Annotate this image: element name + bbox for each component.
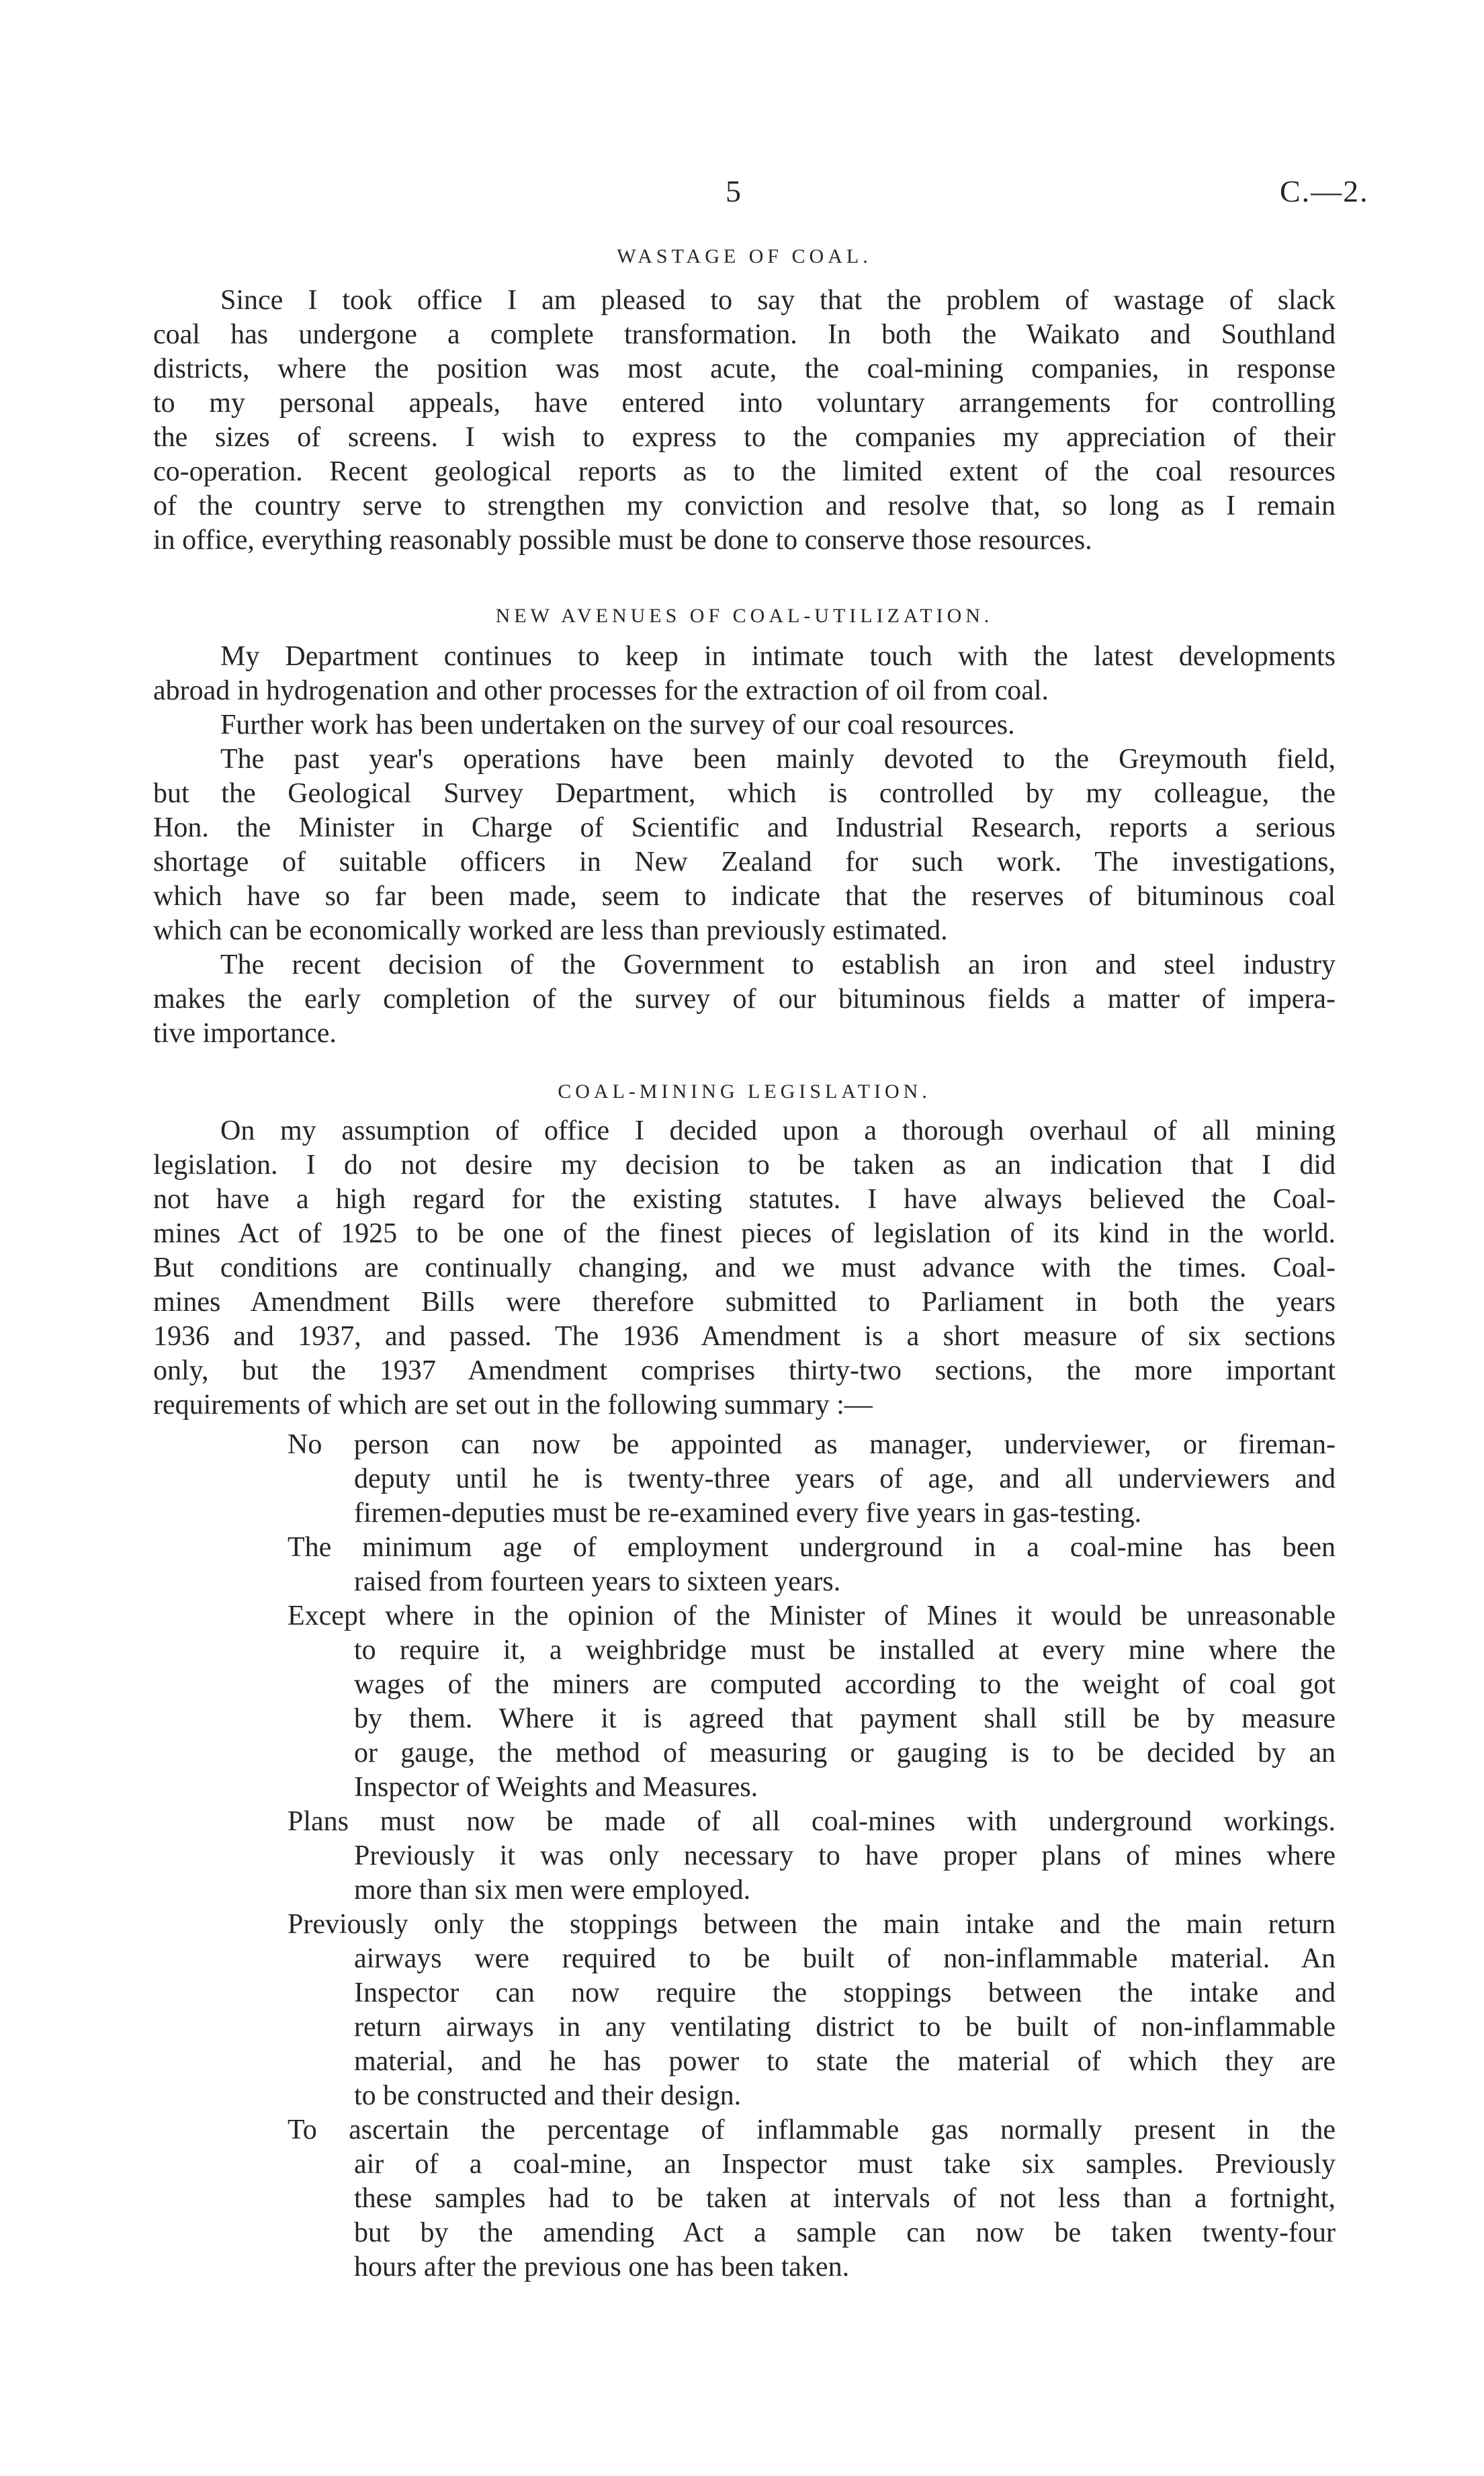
text-line: Previously only the stoppings between the main intake and the main return bbox=[288, 1909, 1336, 1940]
document-reference: C.—2. bbox=[1280, 174, 1369, 208]
text-line: deputy until he is twenty-three years of age, and all underviewers and bbox=[354, 1463, 1336, 1494]
text-line: to be constructed and their design. bbox=[354, 2080, 742, 2111]
text-line: these samples had to be taken at intervals of not less than a fortnight, bbox=[354, 2183, 1336, 2214]
text-line: My Department continues to keep in intimate touch with the latest developments bbox=[220, 641, 1336, 672]
text-line: of the country serve to strengthen my conviction and resolve that, so long as I remain bbox=[153, 490, 1336, 521]
text-line: to require it, a weighbridge must be installed at every mine where the bbox=[354, 1635, 1336, 1666]
text-line: No person can now be appointed as manager, underviewer, or fireman- bbox=[288, 1429, 1336, 1460]
text-line: wages of the miners are computed according to the weight of coal got bbox=[354, 1669, 1336, 1700]
text-line: Plans must now be made of all coal-mines with underground workings. bbox=[288, 1806, 1336, 1837]
text-line: Since I took office I am pleased to say that the problem of wastage of slack bbox=[220, 285, 1336, 316]
text-line: material, and he has power to state the material of which they are bbox=[354, 2046, 1336, 2077]
paragraph bbox=[153, 742, 1336, 948]
text-line: firemen-deputies must be re-examined every five years in gas-testing. bbox=[354, 1498, 1142, 1529]
text-line: To ascertain the percentage of inflammable gas normally present in the bbox=[288, 2115, 1336, 2145]
summary-item bbox=[153, 1531, 1336, 1599]
text-line: The recent decision of the Government to establish an iron and steel industry bbox=[220, 949, 1336, 980]
paragraph bbox=[153, 284, 1336, 558]
text-line: coal has undergone a complete transformation. In both the Waikato and Southland bbox=[153, 319, 1336, 350]
text-line: raised from fourteen years to sixteen years. bbox=[354, 1566, 841, 1597]
text-line: But conditions are continually changing, and we must advance with the times. Coal- bbox=[153, 1252, 1336, 1283]
text-line: not have a high regard for the existing statutes. I have always believed the Coal- bbox=[153, 1184, 1336, 1215]
text-line: hours after the previous one has been taken. bbox=[354, 2252, 850, 2282]
text-line: shortage of suitable officers in New Zealand for such work. The investigations, bbox=[153, 847, 1336, 878]
page-number: 5 bbox=[726, 174, 741, 208]
summary-item bbox=[153, 1428, 1336, 1531]
summary-item bbox=[153, 1599, 1336, 1805]
text-line: in office, everything reasonably possible must be done to conserve those resources. bbox=[153, 525, 1092, 556]
text-line: more than six men were employed. bbox=[354, 1875, 751, 1906]
section-body bbox=[153, 640, 1336, 1051]
text-line: or gauge, the method of measuring or gauging is to be decided by an bbox=[354, 1738, 1336, 1768]
paragraph bbox=[153, 1114, 1336, 1422]
text-line: co-operation. Recent geological reports as to the limited extent of the coal resources bbox=[153, 456, 1336, 487]
text-line: to my personal appeals, have entered into voluntary arrangements for controlling bbox=[153, 388, 1336, 419]
text-line: abroad in hydrogenation and other processes for the extraction of oil from coal. bbox=[153, 675, 1049, 706]
text-line: Except where in the opinion of the Minister of Mines it would be unreasonable bbox=[288, 1600, 1336, 1631]
paragraph bbox=[153, 948, 1336, 1051]
text-line: Previously it was only necessary to have proper plans of mines where bbox=[354, 1840, 1336, 1871]
section-heading: COAL-MINING LEGISLATION. bbox=[558, 1080, 931, 1103]
text-line: districts, where the position was most acute, the coal-mining companies, in response bbox=[153, 353, 1336, 384]
text-line: only, but the 1937 Amendment comprises thirty-two sections, the more important bbox=[153, 1355, 1336, 1386]
text-line: return airways in any ventilating district to be built of non-inflammable bbox=[354, 2012, 1336, 2043]
text-line: mines Amendment Bills were therefore submitted to Parliament in both the years bbox=[153, 1287, 1336, 1318]
section-heading: WASTAGE OF COAL. bbox=[617, 245, 872, 267]
text-line: The past year's operations have been mainly devoted to the Greymouth field, bbox=[220, 744, 1336, 775]
text-line: requirements of which are set out in the following summary :— bbox=[153, 1390, 873, 1420]
text-line: legislation. I do not desire my decision to be taken as an indication that I did bbox=[153, 1150, 1336, 1181]
summary-item bbox=[153, 1805, 1336, 1908]
section-heading: NEW AVENUES OF COAL-UTILIZATION. bbox=[495, 605, 994, 627]
text-line: mines Act of 1925 to be one of the finest pieces of legislation of its kind in the world. bbox=[153, 1218, 1336, 1249]
text-line: but the Geological Survey Department, which is controlled by my colleague, the bbox=[153, 778, 1336, 809]
text-line: but by the amending Act a sample can now be taken twenty-four bbox=[354, 2217, 1336, 2248]
text-line: 1936 and 1937, and passed. The 1936 Amendment is a short measure of six sections bbox=[153, 1321, 1336, 1352]
text-line: by them. Where it is agreed that payment shall still be by measure bbox=[354, 1703, 1336, 1734]
text-line: which have so far been made, seem to indicate that the reserves of bituminous coal bbox=[153, 881, 1336, 912]
section-body bbox=[153, 284, 1336, 558]
summary-item bbox=[153, 1908, 1336, 2113]
paragraph bbox=[153, 640, 1336, 708]
text-line: the sizes of screens. I wish to express to the companies my appreciation of their bbox=[153, 422, 1336, 453]
text-line: The minimum age of employment underground in a coal-mine has been bbox=[288, 1532, 1336, 1563]
text-line: On my assumption of office I decided upon a thorough overhaul of all mining bbox=[220, 1115, 1336, 1146]
text-line: Inspector can now require the stoppings between the intake and bbox=[354, 1977, 1336, 2008]
section-body bbox=[153, 1114, 1336, 2285]
text-line: airways were required to be built of non-inflammable material. An bbox=[354, 1943, 1336, 1974]
text-line: which can be economically worked are less than previously estimated. bbox=[153, 915, 948, 946]
text-line: Hon. the Minister in Charge of Scientific and Industrial Research, reports a serious bbox=[153, 812, 1336, 843]
text-line: makes the early completion of the survey of our bituminous fields a matter of impera- bbox=[153, 984, 1336, 1015]
summary-item bbox=[153, 2113, 1336, 2285]
text-line: air of a coal-mine, an Inspector must take six samples. Previously bbox=[354, 2149, 1336, 2180]
text-line: Further work has been undertaken on the survey of our coal resources. bbox=[220, 710, 1015, 740]
paragraph bbox=[153, 708, 1336, 742]
text-line: Inspector of Weights and Measures. bbox=[354, 1772, 758, 1803]
text-line: tive importance. bbox=[153, 1018, 337, 1049]
